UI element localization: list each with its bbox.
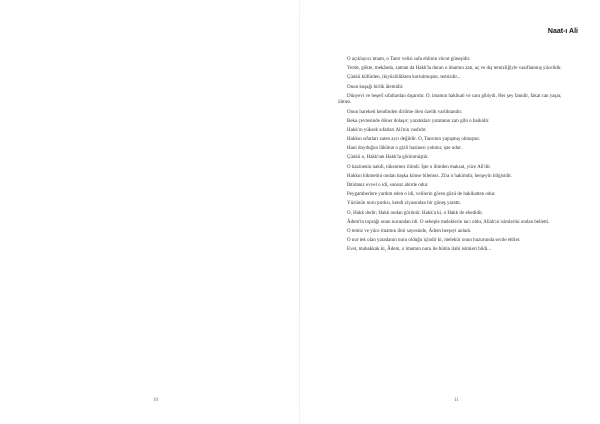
paragraph: Yüzünün nuru pırdısı, kendi ziyasından bir güneş yarattı. — [347, 201, 462, 207]
paragraph: Hakk'ın yüksek sıfatları Ali'nin vasfıdır. — [347, 127, 427, 133]
running-header: Naat-ı Ali — [547, 28, 578, 35]
paragraph: Âdem'in toprağı onun nurundan idi. O sebeple meleklerin tacı oldu; Allah'ın isimlerini ondan belletti. — [347, 219, 550, 225]
paragraph: Hakkın sıfatları zaten ayrı değildir. O, Tanrının yapışmış olmuştur. — [347, 137, 481, 143]
paragraph: Peygamberlere yardım eden o idi, velilerin gören gözü de hakikatten odur. — [347, 192, 496, 198]
paragraph: Onun kuşağı birlik âlemidir. — [347, 84, 404, 90]
paragraph: Hani duyduğun lâhûtun o gizli hazinesi yokmu; işte odur. — [347, 146, 462, 152]
paragraph: O temiz ve yüce imamın ilmi sayesinde, Âdem herşeyi anladı. — [347, 228, 472, 234]
paragraph: Çünkü küfürden, ikiyüzlülükten kurtulmuştur, temizdir... — [347, 75, 461, 81]
paragraph: Hakkın hikmetini ondan başka kimse bilemez. Zira o hakimdir, herşeyin bilgisidir. — [347, 173, 512, 179]
paragraph: O açıklayıcı imam, o Tanrı velisi safa ehlinin vücut güneşidir. — [347, 57, 471, 62]
paragraph: Yerde, gökte, mekânda, zaman da Hakk'la duran o imamın zatı, aç ve dış temizliğiyle vasıflanmış yücelidir. — [347, 66, 562, 72]
paragraph: Onun hareketi kendinden dirilme ölen özelik varlıktandır. — [347, 109, 463, 115]
paragraph: İbtidanız evvel o idi, sonsuz ahirde odur. — [347, 183, 429, 189]
right-page-number: 11 — [454, 398, 459, 403]
paragraph: O nur tek olan yaradanın nuru olduğu içindir ki, melekür onun huzurunda secde ettiler. — [347, 238, 521, 244]
paragraph: O hazinenin nakdi, tükenmez ilimdi. İşte o ilimden maksat, yüce Ali'dir. — [347, 164, 491, 170]
paragraph: Çünkü o, Hakk'tan Hakk'la görünmüştür. — [347, 155, 429, 161]
left-page-number: 10 — [153, 398, 158, 403]
paragraph: Dünyevi ve beşerî sıfatlardan dışarıdır. O, imamın hakikati ve canı gibiydi. Her şey fanidir, fakat can yaşar, ölmez. — [338, 93, 562, 106]
paragraph: Evet, muhakkak ki, Âdem, o imamın nuru ile bütün ilahi isimleri bildi... — [347, 247, 492, 253]
body-text — [338, 57, 566, 257]
right-page — [300, 0, 600, 424]
paragraph: Beka çevresinde döner dolaşır; yaratıkları yaratanın zatı gibi o baikidir. — [347, 118, 490, 124]
paragraph: O, Hakk ıledir; Hakk ondan görünür. Hakk'a ki, o Hakk ile ebedidir. — [347, 210, 484, 216]
